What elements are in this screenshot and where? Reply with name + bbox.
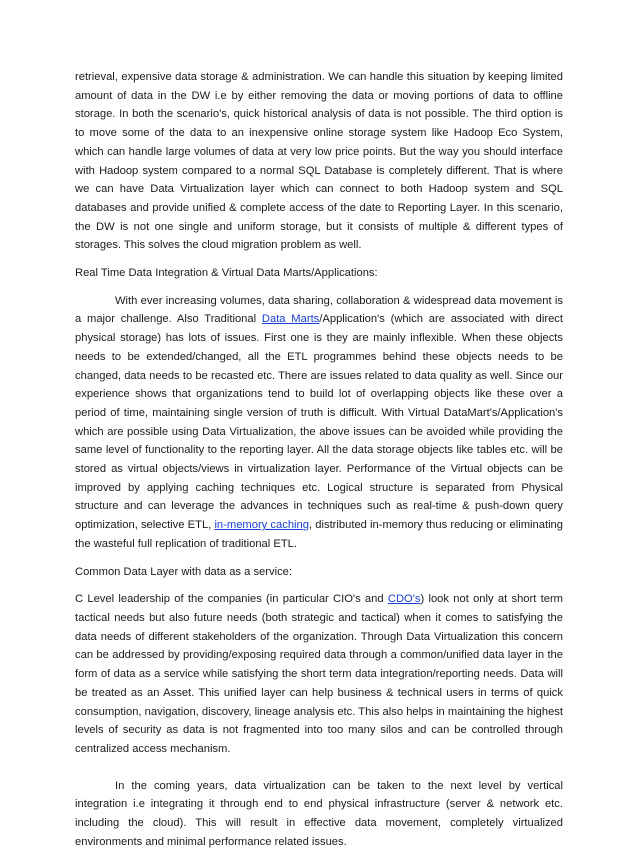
text-segment: With ever increasing volumes, data sharing, collaboration & widespread data movement is a major challenge. Also Traditional — [75, 294, 563, 326]
text-segment: /Application's (which are associated with direct physical storage) has lots of issues. First one is they are mainly inflexible. When these objects needs to be extended/changed, all the ETL programmes behind these objects needs to be changed, data needs to be recasted etc. There are issues related to data quality as well. Since our experience shows that organizations tend to build lot of overlapping objects like these over a period of time, maintaining single version of truth is difficult. With Virtual DataMart's/Application's which are possible using Data Virtualization, the above issues can be avoided while providing the same level of functionality to the reporting layer. All the data storage objects like tables etc. will be stored as virtual objects/views in virtualization layer. Performance of the Virtual objects can be improved by applying caching techniques etc. Logical structure is separated from Physical structure and can leverage the advances in techniques such as real-time & push-down query optimization, selective ETL, — [75, 313, 563, 532]
data-marts-link[interactable]: Data Marts — [261, 313, 320, 326]
paragraph-future-outlook: In the coming years, data virtualization can be taken to the next level by vertical integration i.e integrating it through end to end physical infrastructure (server & network etc. including the cloud). This will result in effective data movement, completely virtualized environments and minimal performance related issues. — [75, 779, 563, 848]
section-heading-common-data-layer: Common Data Layer with data as a service: — [75, 565, 293, 578]
section-heading-real-time-integration: Real Time Data Integration & Virtual Data Marts/Applications: — [75, 267, 378, 280]
in-memory-caching-link[interactable]: in-memory caching — [214, 519, 309, 532]
text-segment: C Level leadership of the companies (in particular CIO's and — [75, 593, 388, 606]
document-body — [75, 68, 563, 860]
paragraph-virtual-data-marts — [75, 292, 563, 554]
paragraph-dw-storage: retrieval, expensive data storage & administration. We can handle this situation by keeping limited amount of data in the DW i.e by either removing the data or moving portions of data to offline storage. In both the scenario's, quick historical analysis of data is not possible. The third option is to move some of the data to an inexpensive online storage system like Hadoop Eco System, which can handle large volumes of data at very low price points. But the way you should interface with Hadoop system compared to a normal SQL Database is completely different. That is where we can have Data Virtualization layer which can connect to both Hadoop system and SQL databases and provide unified & complete access of the date to Reporting Layer. In this scenario, the DW is not one single and uniform storage, but it consists of multiple & different types of storages. This solves the cloud migration problem as well. — [75, 71, 563, 252]
cdos-link[interactable]: CDO's — [387, 593, 421, 606]
paragraph-common-data-layer — [75, 590, 563, 758]
text-segment: , distributed in-memory thus reducing or eliminating the wasteful full replication of traditional ETL. — [75, 519, 563, 550]
text-segment: ) look not only at short term tactical needs but also future needs (both strategic and tactical) when it comes to satisfying the data needs of different stakeholders of the organization. Through Data Virtualization this concern can be addressed by providing/exposing required data through a common/unified data layer in the form of data as a service while satisfying the short term data integration/reporting needs. Data will be treated as an Asset. This unified layer can help business & technical users in terms of quick consumption, navigation, discovery, lineage analysis etc. This also helps in maintaining the highest levels of security as data is not fragmented into too many silos and can be controlled through centralized access mechanism. — [75, 593, 563, 755]
